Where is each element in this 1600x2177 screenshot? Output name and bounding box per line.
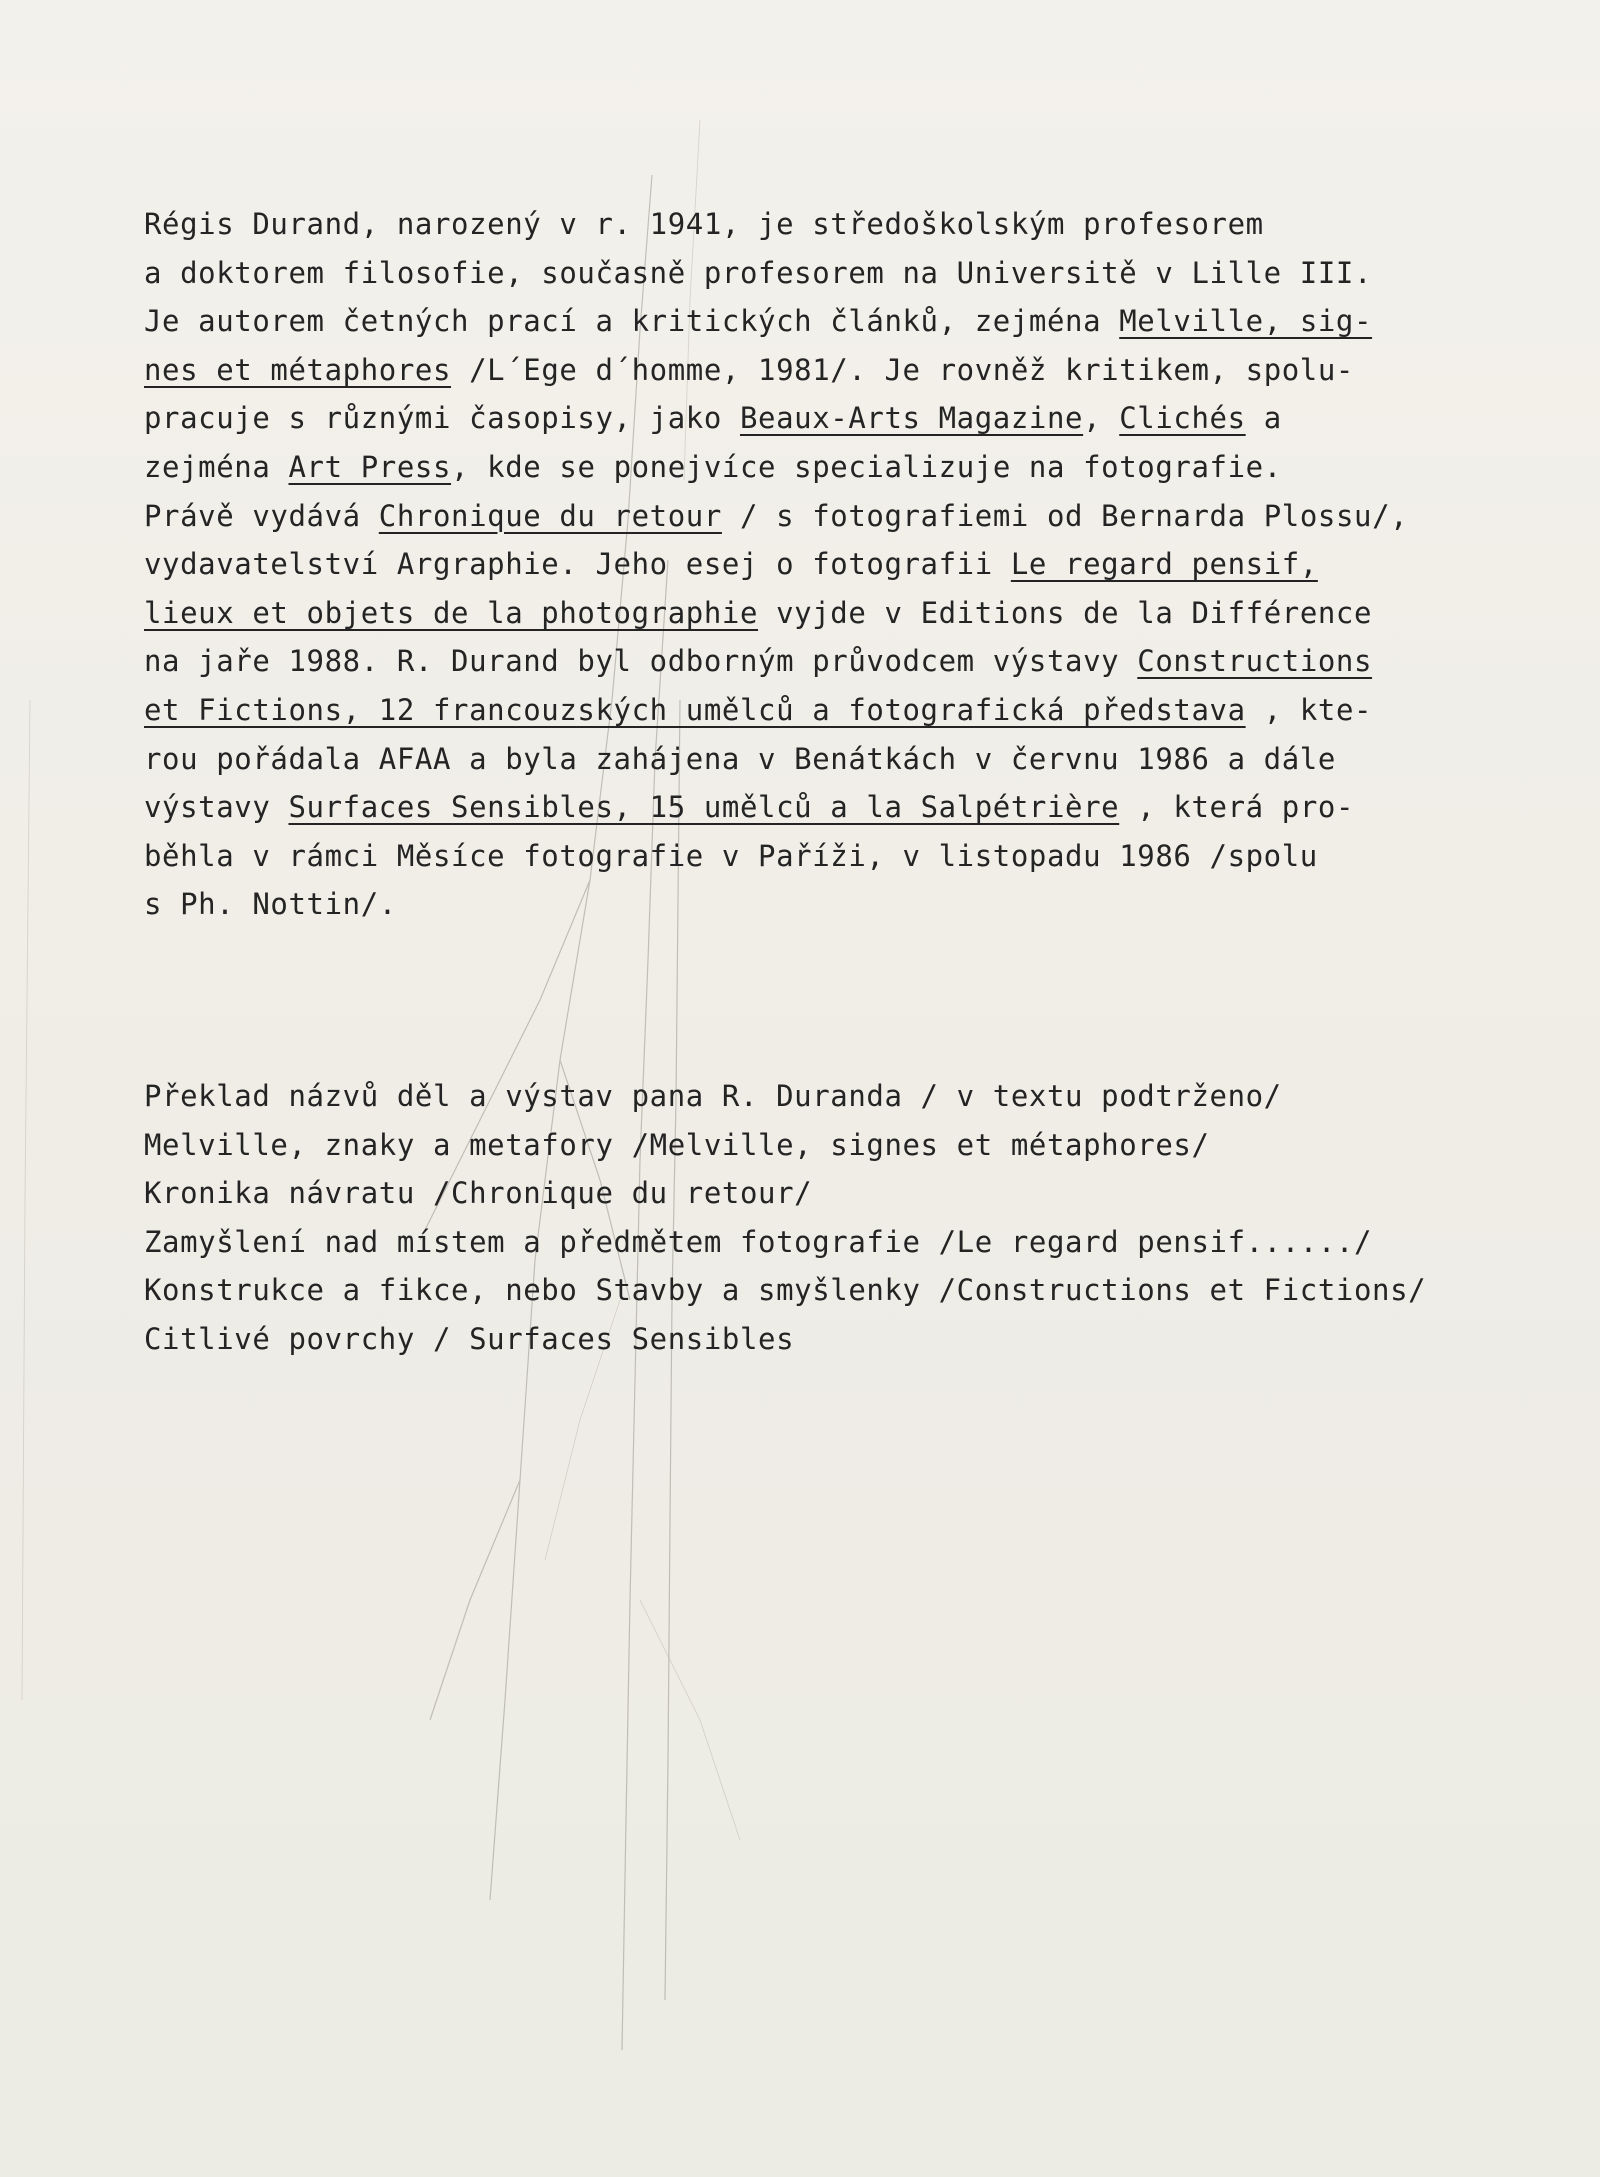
text-segment: , kte-: [1245, 692, 1373, 727]
text-line: [144, 540, 1408, 589]
translation-item: Konstrukce a fikce, nebo Stavby a smyšlenky /Constructions et Fictions/: [144, 1273, 1427, 1308]
text-line: [144, 394, 1408, 443]
underlined-title: Surfaces Sensibles, 15 umělců a la Salpétrière: [288, 790, 1120, 825]
translation-item: Zamyšlení nad místem a předmětem fotografie /Le regard pensif....../: [144, 1224, 1373, 1259]
text-segment: s Ph. Nottin/.: [144, 887, 397, 922]
translation-item: Melville, znaky a metafory /Melville, signes et métaphores/: [144, 1127, 1210, 1162]
text-line: [144, 200, 1408, 249]
translation-item: Kronika návratu /Chronique du retour/: [144, 1176, 813, 1211]
text-line: [144, 735, 1408, 784]
text-segment: zejména: [144, 449, 289, 484]
underlined-title: Chronique du retour: [378, 498, 722, 533]
text-segment: /L´Ege d´homme, 1981/. Je rovněž kritikem, spolu-: [451, 352, 1354, 387]
text-segment: vydavatelství Argraphie. Jeho esej o fotografii: [144, 547, 1011, 582]
text-line: [144, 880, 1408, 929]
text-line: [144, 492, 1408, 541]
underlined-title: Constructions: [1137, 644, 1373, 679]
text-line: [144, 443, 1408, 492]
text-line: [144, 297, 1408, 346]
text-line: [144, 637, 1408, 686]
text-segment: Régis Durand, narozený v r. 1941, je středoškolským profesorem: [144, 207, 1264, 241]
underlined-title: Le regard pensif,: [1010, 547, 1318, 582]
text-line: [144, 832, 1408, 881]
text-line: [144, 346, 1408, 395]
text-line: [144, 249, 1408, 298]
text-segment: Je autorem četných prací a kritických článků, zejména: [144, 304, 1120, 339]
text-segment: Právě vydává: [144, 498, 379, 533]
text-segment: na jaře 1988. R. Durand byl odborným průvodcem výstavy: [144, 644, 1138, 679]
text-segment: ,: [1083, 401, 1120, 436]
underlined-title: Beaux-Arts Magazine: [739, 401, 1084, 436]
text-line: [144, 783, 1408, 832]
text-segment: a doktorem filosofie, současně profesorem na Universitě v Lille III.: [144, 255, 1373, 290]
text-segment: / s fotografiemi od Bernarda Plossu/,: [721, 498, 1409, 533]
translation-item: Citlivé povrchy / Surfaces Sensibles: [144, 1321, 795, 1356]
underlined-title: et Fictions, 12 francouzských umělců a fotografická představa: [144, 692, 1246, 727]
underlined-title: lieux et objets de la photographie: [144, 595, 759, 630]
biography-paragraph: [144, 200, 1408, 929]
underlined-title: Art Press: [288, 449, 452, 484]
text-line: [144, 686, 1408, 735]
text-segment: , kde se ponejvíce specializuje na fotografie.: [451, 449, 1282, 484]
underlined-title: nes et métaphores: [144, 352, 452, 387]
text-segment: vyjde v Editions de la Différence: [758, 595, 1373, 630]
text-segment: rou pořádala AFAA a byla zahájena v Benátkách v červnu 1986 a dále: [144, 741, 1336, 776]
text-line: [144, 589, 1408, 638]
translations-list: [144, 1072, 1426, 1364]
text-segment: , která pro-: [1119, 790, 1355, 825]
underlined-title: Melville, sig-: [1119, 304, 1373, 339]
translations-heading: Překlad názvů děl a výstav pana R. Duranda / v textu podtrženo/: [144, 1079, 1282, 1113]
text-segment: běhla v rámci Měsíce fotografie v Paříži, v listopadu 1986 /spolu: [144, 838, 1318, 873]
underlined-title: Clichés: [1119, 401, 1246, 436]
text-segment: výstavy: [144, 790, 289, 825]
text-segment: a: [1245, 401, 1282, 436]
text-segment: pracuje s různými časopisy, jako: [144, 401, 740, 436]
